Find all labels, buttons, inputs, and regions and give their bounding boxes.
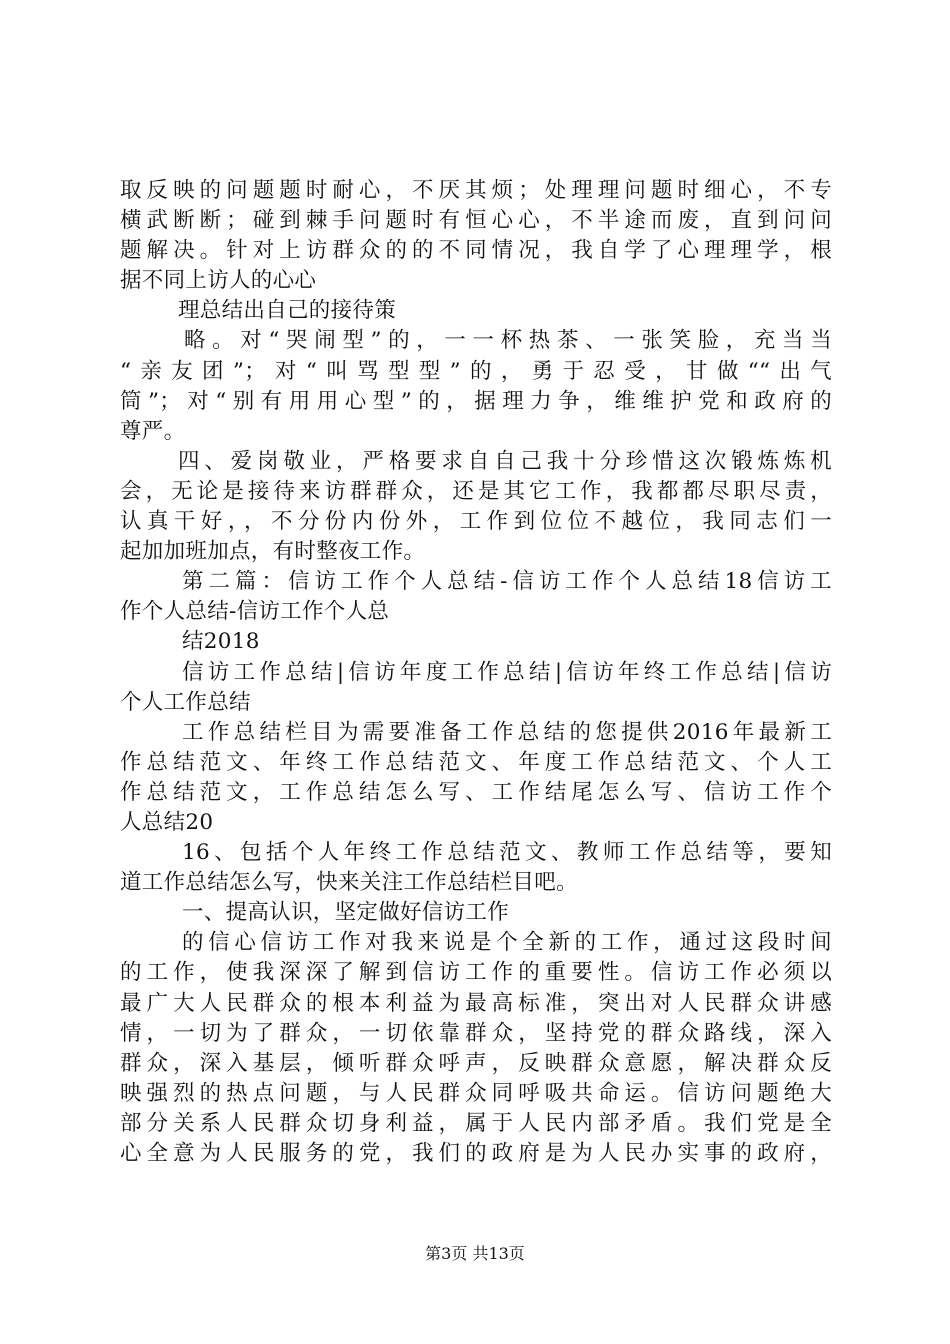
text-line: 部分关系人民群众切身利益，属于人民内部矛盾。我们党是全 bbox=[120, 1110, 832, 1136]
text-line: 据不同上访人的心心 bbox=[120, 268, 317, 294]
text-line: 一、提高认识，坚定做好信访工作 bbox=[182, 900, 510, 926]
text-line: 尊严。 bbox=[120, 418, 186, 444]
text-line: 道工作总结怎么写，快来关注工作总结栏目吧。 bbox=[120, 870, 578, 896]
text-line: 作总结范文，工作总结怎么写、工作结尾怎么写、信访工作个 bbox=[120, 779, 832, 805]
text-line: 16、包括个人年终工作总结范文、教师工作总结等，要知 bbox=[182, 840, 832, 866]
text-line: 筒”；对“别有用用心型”的，据理力争，维维护党和政府的 bbox=[120, 388, 832, 414]
text-line: 映强烈的热点问题，与人民群众同呼吸共命运。信访问题绝大 bbox=[120, 1080, 832, 1106]
text-line: 工作总结栏目为需要准备工作总结的您提供2016年最新工 bbox=[182, 719, 832, 745]
text-line: “亲友团”；对“叫骂型型”的，勇于忍受，甘做““出气 bbox=[120, 358, 832, 384]
text-line: 情，一切为了群众，一切依靠群众，坚持党的群众路线，深入 bbox=[120, 1020, 832, 1046]
text-line: 四、爱岗敬业，严格要求自自己我十分珍惜这次锻炼炼机 bbox=[178, 448, 832, 474]
page-footer: 第3页 共13页 bbox=[425, 1244, 525, 1263]
text-line: 认真干好，，不分份内份外，工作到位位不越位，我同志们一 bbox=[120, 509, 832, 535]
text-line: 横武断断；碰到棘手问题时有恒心心，不半途而废，直到问问 bbox=[120, 208, 832, 234]
text-line: 信访工作总结|信访年度工作总结|信访年终工作总结|信访 bbox=[182, 659, 832, 685]
text-line: 理总结出自己的接待策 bbox=[178, 298, 397, 324]
text-line: 取反映的问题题时耐心，不厌其烦；处理理问题时细心，不专 bbox=[120, 178, 832, 203]
text-line: 作个人总结-信访工作个人总 bbox=[120, 599, 390, 625]
text-line: 第二篇：信访工作个人总结-信访工作个人总结18信访工 bbox=[182, 569, 832, 595]
text-line: 会，无论是接待来访群群众，还是其它工作，我都都尽职尽责， bbox=[120, 478, 832, 504]
text-line: 个人工作总结 bbox=[120, 689, 251, 715]
text-line: 题解决。针对上访群众的的不同情况，我自学了心理理学，根 bbox=[120, 238, 832, 264]
document-body bbox=[120, 176, 832, 1169]
text-line: 人总结20 bbox=[120, 809, 214, 835]
text-line: 的工作，使我深深了解到信访工作的重要性。信访工作必须以 bbox=[120, 960, 832, 986]
text-line: 起加加班加点，有时整夜工作。 bbox=[120, 539, 426, 565]
text-line: 的信心信访工作对我来说是个全新的工作，通过这段时间 bbox=[182, 930, 832, 956]
text-line: 作总结范文、年终工作总结范文、年度工作总结范文、个人工 bbox=[120, 749, 832, 775]
text-line: 心全意为人民服务的党，我们的政府是为人民办实事的政府， bbox=[120, 1141, 832, 1166]
text-line: 结2018 bbox=[182, 629, 260, 655]
text-line: 略。对“哭闹型”的，一一杯热茶、一张笑脸，充当当 bbox=[184, 328, 832, 354]
text-line: 最广大人民群众的根本利益为最高标准，突出对人民群众讲感 bbox=[120, 990, 832, 1016]
text-line: 群众，深入基层，倾听群众呼声，反映群众意愿，解决群众反 bbox=[120, 1050, 832, 1076]
